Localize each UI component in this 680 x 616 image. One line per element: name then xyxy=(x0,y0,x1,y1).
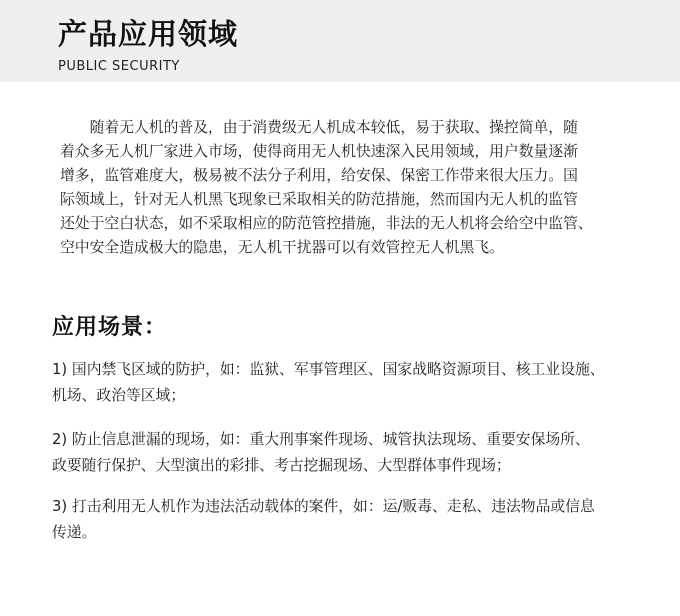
intro-line: 着众多无人机厂家进入市场，使得商用无人机快速深入民用领域，用户数量逐渐 xyxy=(60,143,578,160)
intro-line: 随着无人机的普及，由于消费级无人机成本较低，易于获取、操控简单，随 xyxy=(60,119,578,136)
scene-item-1 xyxy=(52,357,632,409)
header-banner xyxy=(0,0,680,82)
scene-line: 机场、政治等区域； xyxy=(52,387,186,404)
scene-line: 1) 国内禁飞区域的防护，如：监狱、军事管理区、国家战略资源项目、核工业设施、 xyxy=(52,361,605,378)
scene-line: 政要随行保护、大型演出的彩排、考古挖掘现场、大型群体事件现场； xyxy=(52,457,511,474)
scene-line: 2) 防止信息泄漏的现场，如：重大刑事案件现场、城管执法现场、重要安保场所、 xyxy=(52,431,590,448)
intro-line: 空中安全造成极大的隐患，无人机干扰器可以有效管控无人机黑飞。 xyxy=(60,239,504,256)
intro-line: 际领域上，针对无人机黑飞现象已采取相关的防范措施，然而国内无人机的监管 xyxy=(60,191,578,208)
intro-line: 增多，监管难度大，极易被不法分子利用，给安保、保密工作带来很大压力。国 xyxy=(60,167,578,184)
scene-line: 3) 打击利用无人机作为违法活动载体的案件，如：运/贩毒、走私、违法物品或信息 xyxy=(52,498,595,515)
page-subtitle: PUBLIC SECURITY xyxy=(58,59,180,74)
page-title: 产品应用领域 xyxy=(58,17,239,51)
intro-paragraph xyxy=(60,116,620,260)
scene-line: 传递。 xyxy=(52,524,97,541)
scene-item-2 xyxy=(52,427,632,479)
intro-line: 还处于空白状态，如不采取相应的防范管控措施，非法的无人机将会给空中监管、 xyxy=(60,215,593,232)
scene-item-3 xyxy=(52,494,632,546)
scenes-heading: 应用场景： xyxy=(52,315,168,340)
